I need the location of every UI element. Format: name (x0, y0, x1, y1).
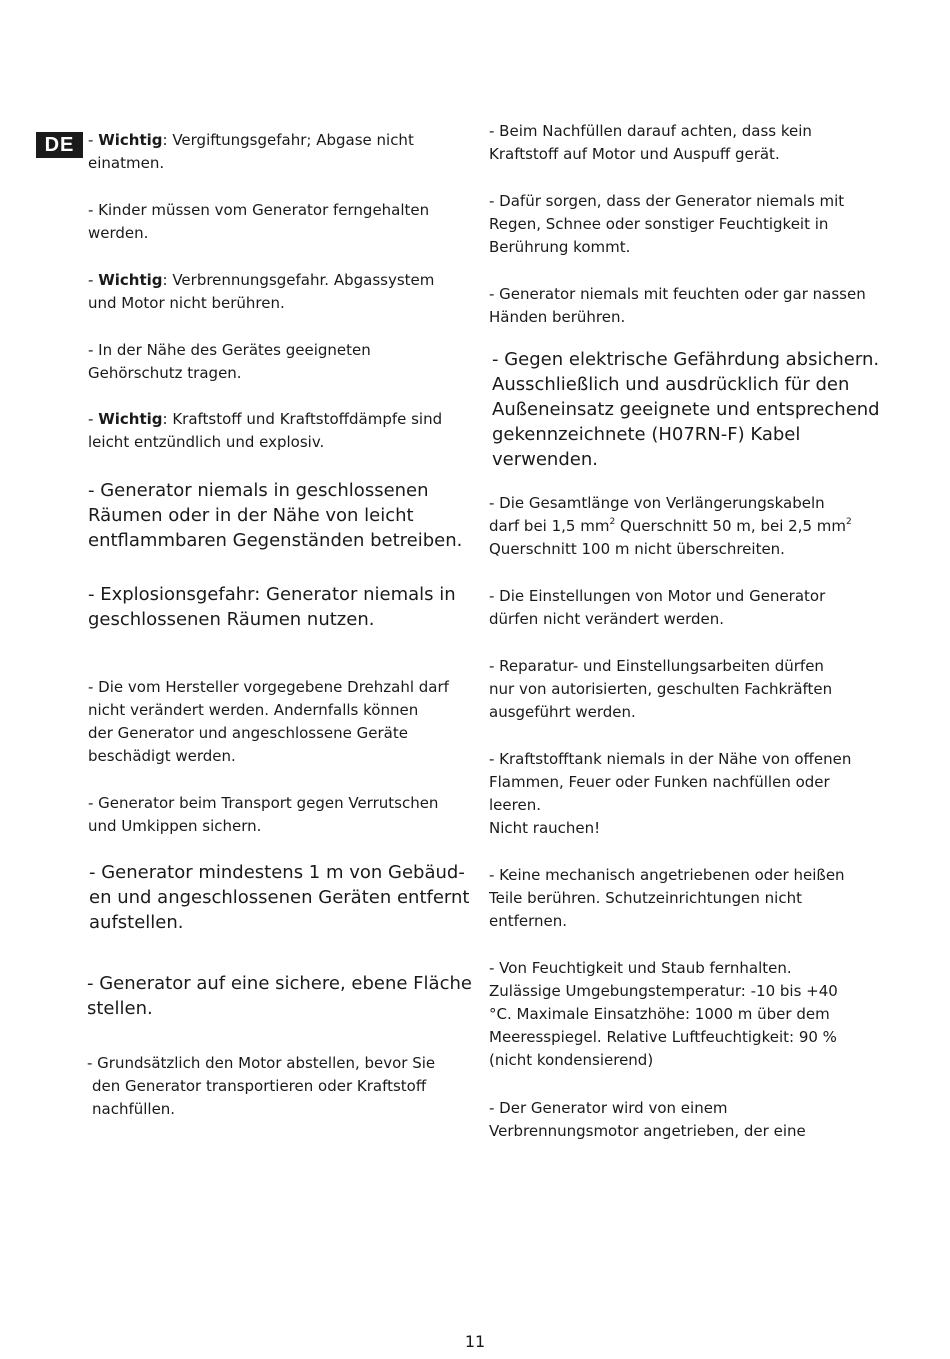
warning-fuel-flammable: - Wichtig: Kraftstoff und Kraftstoffdämpfe sind leicht entzündlich und explosiv. (88, 410, 443, 451)
warning-burns: - Wichtig: Verbrennungsgefahr. Abgassystem und Motor nicht berühren. (88, 271, 435, 312)
warning-electrical-cables: - Gegen elektrische Gefährdung absichern. Ausschließlich und ausdrücklich für den Außeneinsatz geeignete und entsprechend gekennzeichnete (H07RN-F) Kabel verwenden. (492, 349, 880, 470)
important-label: Wichtig (98, 271, 163, 289)
warning-refuelling-spill: - Beim Nachfüllen darauf achten, dass kein Kraftstoff auf Motor und Auspuff gerät. (489, 122, 812, 163)
warning-distance: - Generator mindestens 1 m von Gebäud- en und angeschlossenen Geräten entfernt aufstellen. (89, 862, 470, 933)
warning-hearing-protection: - In der Nähe des Gerätes geeigneten Gehörschutz tragen. (88, 341, 371, 382)
warning-settings: - Die Einstellungen von Motor und Generator dürfen nicht verändert werden. (489, 587, 826, 628)
warning-level-surface: - Generator auf eine sichere, ebene Fläche stellen. (87, 973, 472, 1019)
warning-engine-speed: - Die vom Hersteller vorgegebene Drehzahl darf nicht verändert werden. Andernfalls können der Generator und angeschlossene Geräte beschädigt werden. (88, 678, 449, 765)
warning-repairs: - Reparatur- und Einstellungsarbeiten dürfen nur von autorisierten, geschulten Fachkräften ausgeführt werden. (489, 657, 833, 721)
warning-fuel-tank-flames: - Kraftstofftank niemals in der Nähe von offenen Flammen, Feuer oder Funken nachfüllen oder leeren. Nicht rauchen! (489, 750, 852, 837)
warning-transport: - Generator beim Transport gegen Verrutschen und Umkippen sichern. (88, 794, 439, 835)
warning-moving-parts: - Keine mechanisch angetriebenen oder heißen Teile berühren. Schutzeinrichtungen nicht entfernen. (489, 866, 845, 930)
warning-children: - Kinder müssen vom Generator ferngehalten werden. (88, 201, 430, 242)
important-label: Wichtig (98, 131, 163, 149)
language-badge: DE (36, 132, 83, 158)
warning-wet-hands: - Generator niemals mit feuchten oder gar nassen Händen berühren. (489, 285, 866, 326)
info-combustion-engine: - Der Generator wird von einem Verbrennungsmotor angetrieben, der eine (489, 1099, 806, 1140)
important-label: Wichtig (98, 410, 163, 428)
warning-moisture-contact: - Dafür sorgen, dass der Generator niemals mit Regen, Schnee oder sonstiger Feuchtigkeit in Berührung kommt. (489, 192, 845, 256)
warning-switch-off-engine: - Grundsätzlich den Motor abstellen, bevor Sie den Generator transportieren oder Kraftstoff nachfüllen. (87, 1054, 436, 1118)
warning-closed-rooms: - Generator niemals in geschlossenen Räumen oder in der Nähe von leicht entflammbaren Gegenständen betreiben. (88, 480, 463, 551)
page-number: 11 (464, 1332, 486, 1351)
warning-explosion: - Explosionsgefahr: Generator niemals in geschlossenen Räumen nutzen. (88, 584, 456, 630)
warning-poisoning: - Wichtig: Vergiftungsgefahr; Abgase nicht einatmen. (88, 131, 414, 172)
warning-environment: - Von Feuchtigkeit und Staub fernhalten. Zulässige Umgebungstemperatur: -10 bis +40 °C. Maximale Einsatzhöhe: 1000 m über dem Meeresspiegel. Relative Luftfeuchtigkeit: 90 % (nicht kondensierend) (489, 959, 838, 1069)
warning-extension-cable-length: - Die Gesamtlänge von Verlängerungskabeln darf bei 1,5 $mm^2$ Querschnitt 50 m, bei 2,5 $mm^2$ Querschnitt 100 m nicht überschreiten. (489, 494, 852, 558)
